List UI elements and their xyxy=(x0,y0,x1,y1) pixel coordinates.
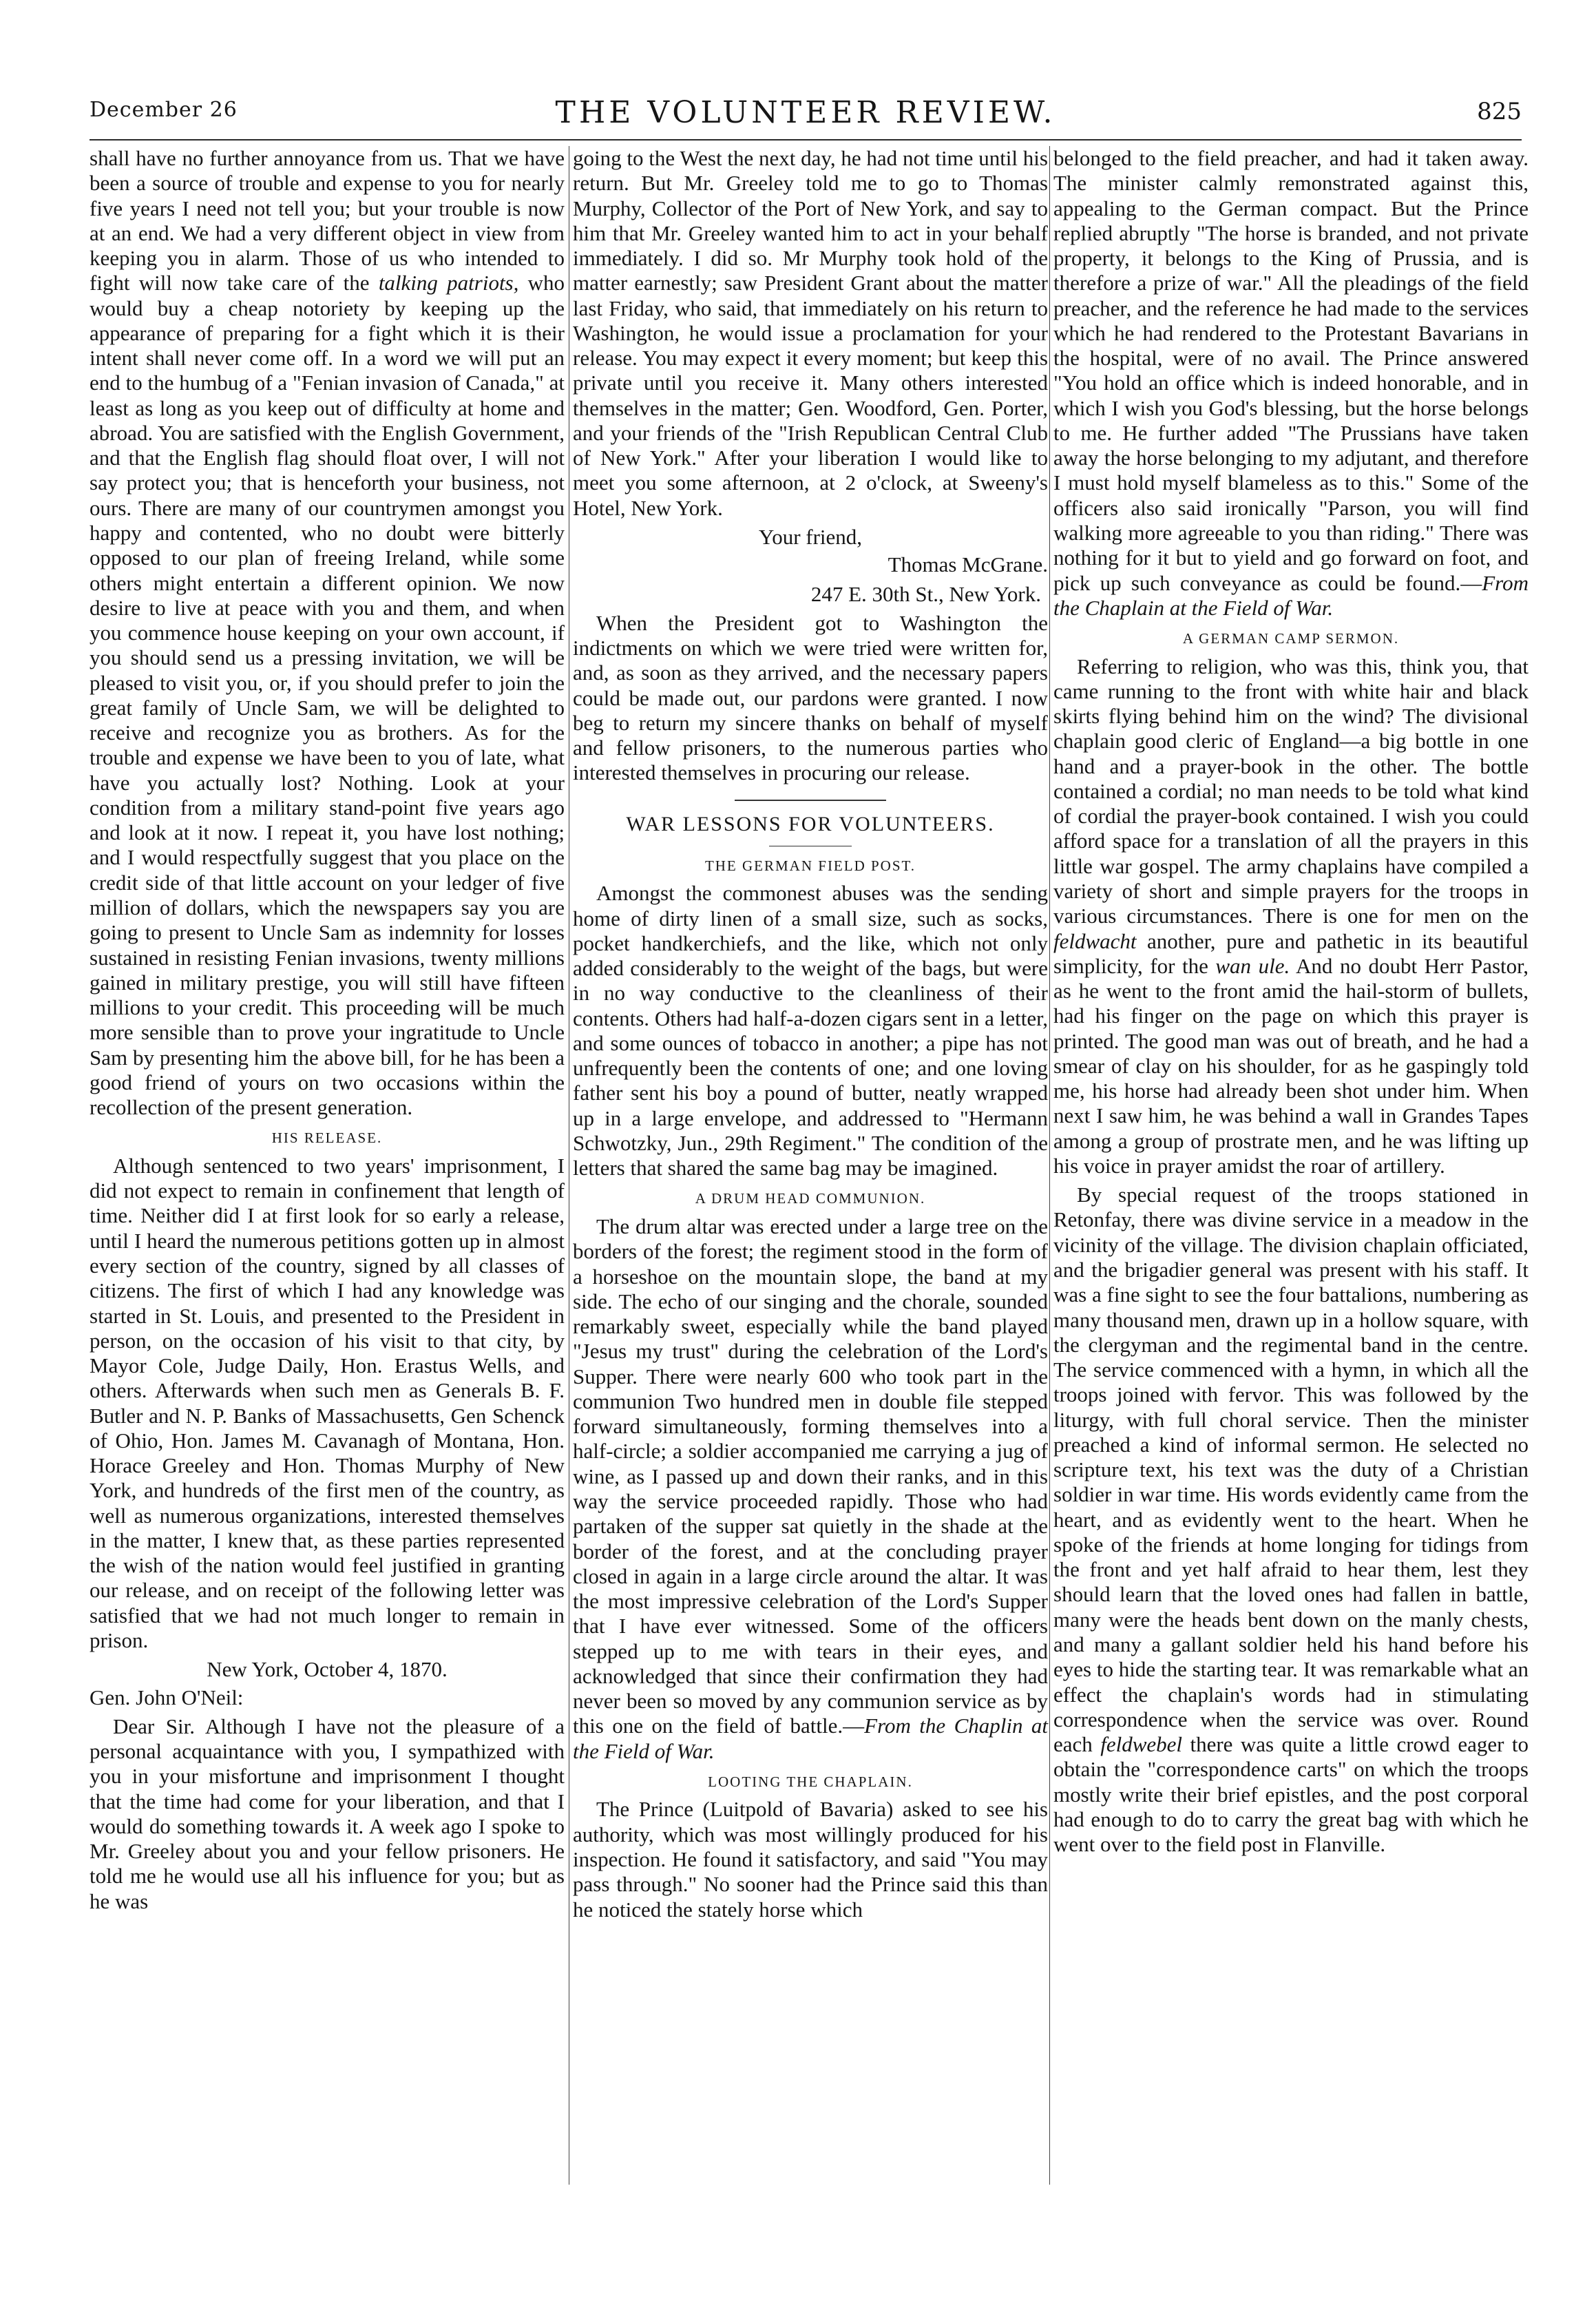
subheading-field-post: THE GERMAN FIELD POST. xyxy=(704,857,916,874)
letter-addressee: Gen. John O'Neil: xyxy=(90,1685,244,1709)
paragraph: Dear Sir. Although I have not the pleasure of a personal acquaintance with you, I sympathized with you in your misfortune and imprisonment I thought that the time had come for your liberation, and that I would do something towards it. A week ago I spoke to Mr. Greeley about you and your fellow prisoners. He told me he would use all his influence for you; but as he was xyxy=(90,1714,565,1913)
paragraph: When the President got to Washington the indictments on which we were tried were written for, and, as soon as they arrived, and the necessary papers could be made out, our pardons were granted. I now beg to return my sincere thanks on behalf of myself and fellow prisoners, to the numerous parties who interested themselves in procuring our release. xyxy=(573,610,1048,785)
paragraph: By special request of the troops stationed in Retonfay, there was divine service in a meadow in the vicinity of the village. The division chaplain officiated, and the brigadier general was present with his staff. It was a fine sight to see the four battalions, numbering as many thousand men, drawn up in a hollow square, with the clergyman and the regimental band in the centre. The service commenced with a hymn, in which all the troops joined with fervor. This was followed by the liturgy, with full choral service. Then the minister preached a kind of informal sermon. He selected no scripture text, his text was the duty of a Christian soldier in war time. His words evidently came from the heart, and as evidently went to the heart. When he spoke of the friends at home longing for tidings from the front and yet half afraid to hear them, lest they should learn that the loved ones had fallen in battle, many were the heads bent down on the manly chests, and many a gallant soldier held his hand before his eyes to hide the starting tear. It was remarkable what an effect the chaplain's words had in stimulating correspondence when the service was over. Round each feldwebel there was quite a little crowd eager to obtain the "correspondence carts" on which the troops mostly write their brief epistles, and the post corporal had enough to do to carry the great bag with which he went over to the field post in Flanville. xyxy=(1053,1183,1529,1857)
letter-signature: Thomas McGrane. xyxy=(888,552,1048,577)
column-2 xyxy=(573,146,1048,1926)
section-title: WAR LESSONS FOR VOLUNTEERS. xyxy=(626,812,995,835)
publication-title: THE VOLUNTEER REVIEW. xyxy=(555,95,1056,130)
letter-dateline: New York, October 4, 1870. xyxy=(207,1657,448,1682)
letter-address: 247 E. 30th St., New York. xyxy=(810,581,1041,606)
issue-date: December 26 xyxy=(90,98,238,122)
letter-closing: Your friend, xyxy=(758,524,863,549)
paragraph: belonged to the field preacher, and had it taken away. The minister calmly remonstrated against this, appealing to the German compact. But the Prince replied abruptly "The horse is branded, and not private property, it belongs to the King of Prussia, and is therefore a prize of war." All the pleadings of the field preacher, and the reference he had made to the services which he had rendered to the Protestant Bavarians in the hospital, were of no avail. The Prince answered "You hold an office which is indeed honorable, and in which I wish you God's blessing, but the horse belongs to me. He further added "The Prussians have taken away the horse belonging to my adjutant, and therefore I must hold myself blameless as to this." Some of the officers also said ironically "Parson, you will find walking more agreeable to you than riding." There was nothing for it but to yield and go forward on foot, and pick up such conveyance as could be found.—From the Chaplain at the Field of War. xyxy=(1053,146,1529,620)
paragraph: shall have no further annoyance from us. That we have been a source of trouble and expense to you for nearly five years I need not tell you; but your trouble is now at an end. We had a very different object in view from keeping you in alarm. Those of us who intended to fight will now take care of the talking patriots, who would buy a cheap notoriety by keeping up the appearance of preparing for a fight which it is their intent shall never come off. In a word we will put an end to the humbug of a "Fenian invasion of Canada," at least as long as you keep out of difficulty at home and abroad. You are satisfied with the English Government, and that the English flag should float over, I will not say protect you; that is henceforth your business, not ours. There are many of our countrymen amongst you happy and contented, who no doubt were bitterly opposed to our plan of freeing Ireland, while some others might entertain a different opinion. We now desire to live at peace with you and them, and when you commence house keeping on your own account, if you should send us a pressing invitation, we will be pleased to visit you, or, if you should prefer to join the great family of Uncle Sam, we will be delighted to receive and recognize you as brothers. As for the trouble and expense we have been to you of late, what have you actually lost? Nothing. Look at your condition from a military stand-point five years ago and look at it now. I repeat it, you have lost nothing; and I would respectfully suggest that you place on the credit side of that little account on your ledger of five million of dollars, which the newspapers say you are going to present to Uncle Sam as indemnity for losses sustained in resisting Fenian invasions, twenty millions gained in military prestige, you will still have fifteen millions to your credit. This proceeding will be much more sensible than to prove your ingratitude to Uncle Sam by presenting him the above bill, for he has been a good friend of yours on two occasions within the recollection of the present generation. xyxy=(90,146,565,1120)
paragraph: Amongst the commonest abuses was the sending home of dirty linen of a small size, such as socks, pocket handkerchiefs, and the like, which not only added considerably to the weight of the bags, but were in no way conductive to the cleanliness of their contents. Others had half-a-dozen cigars sent in a letter, and some ounces of tobacco in another; a pipe has not unfrequently been the contents of one; and one loving father sent his boy a pound of butter, neatly wrapped up in a large envelope, and addressed to "Hermann Schwotzky, Jun., 29th Regiment." The condition of the letters that shared the same bag may be imagined. xyxy=(573,881,1048,1180)
subheading-drum-head: A DRUM HEAD COMMUNION. xyxy=(695,1190,926,1207)
paragraph: The Prince (Luitpold of Bavaria) asked to see his authority, which was most willingly produced for his inspection. He found it satisfactory, and said "You may pass through." No sooner had the Prince said this than he noticed the stately horse which xyxy=(573,1797,1048,1922)
paragraph: The drum altar was erected under a large tree on the borders of the forest; the regiment stood in the form of a horseshoe on the mountain slope, the band at my side. The echo of our singing and the chorale, sounded remarkably sweet, especially while the band played "Jesus my trust" during the celebration of the Lord's Supper. There were nearly 600 who took part in the communion Two hundred men in double file stepped forward simultaneously, forming themselves into a half-circle; a soldier accompanied me carrying a jug of wine, as I passed up and down their ranks, and in this way the service proceeded rapidly. Those who had partaken of the supper sat quietly in the shade at the border of the forest, and at the concluding prayer closed in again in a large circle around the altar. It was the most impressive celebration of the Lord's Supper that I have ever witnessed. Some of the officers stepped up to me with tears in their eyes, and acknowledged that since their confirmation they had never been so moved by any communion service as by this one on the field of battle.—From the Chaplin at the Field of War. xyxy=(573,1214,1048,1763)
subheading-his-release: HIS RELEASE. xyxy=(271,1130,383,1147)
section-separator xyxy=(735,800,886,801)
subheading-camp-sermon: A GERMAN CAMP SERMON. xyxy=(1182,630,1400,647)
paragraph: Although sentenced to two years' imprisonment, I did not expect to remain in confinement that length of time. Neither did I at first look for so early a release, until I heard the numerous petitions gotten up in almost every section of the country, signed by all classes of citizens. The first of which I had any knowledge was started in St. Louis, and presented to the President in person, on the occasion of his visit to that city, by Mayor Cole, Judge Daily, Hon. Erastus Wells, and others. Afterwards when such men as Generals B. F. Butler and N. P. Banks of Massachusetts, Gen Schenck of Ohio, Hon. James M. Cavanagh of Montana, Hon. Horace Greeley and Hon. Thomas Murphy of New York, and hundreds of the first men of the country, as well as numerous organizations, interested themselves in the matter, I knew that, as these parties represented the wish of the nation would feel justified in granting our release, and on receipt of the following letter was satisfied that we had not much longer to remain in prison. xyxy=(90,1153,565,1652)
page-header xyxy=(90,95,1522,134)
paragraph: Referring to religion, who was this, think you, that came running to the front with white hair and black skirts flying behind him on the wind? The divisional chaplain good cleric of England—a big bottle in one hand and a prayer-book in the other. The bottle contained a cordial; no man needs to be told what kind of cordial the prayer-book contained. I wish you could afford space for a translation of all the prayers in this little war gospel. The army chaplains have compiled a variety of short and simple prayers for the troops in various circumstances. There is one for men on the feldwacht another, pure and pathetic in its beautiful simplicity, for the wan ule. And no doubt Herr Pastor, as he went to the front amid the hail-storm of bullets, had his finger on the page on which this prayer is printed. The good man was out of breath, and he had a smear of clay on his shoulder, for as he gaspingly told me, his horse had already been shot under him. When next I saw him, he was behind a wall in Grandes Tapes among a group of prostrate men, and he was lifting up his voice in prayer amidst the roar of artillery. xyxy=(1053,654,1529,1178)
page-number: 825 xyxy=(1477,98,1522,125)
subheading-looting: LOOTING THE CHAPLAIN. xyxy=(708,1773,913,1790)
column-3 xyxy=(1053,146,1529,1861)
header-rule xyxy=(90,139,1522,141)
column-divider-2 xyxy=(1049,146,1050,2185)
column-1 xyxy=(90,146,565,1918)
paragraph: going to the West the next day, he had not time until his return. But Mr. Greeley told me to go to Thomas Murphy, Collector of the Port of New York, and say to him that Mr. Greeley wanted him to act in your behalf immediately. I did so. Mr Murphy took hold of the matter earnestly; saw President Grant about the matter last Friday, who said, that immediately on his return to Washington, he would issue a proclamation for your release. You may expect it every moment; but keep this private until you receive it. Many others interested themselves in the matter; Gen. Woodford, Gen. Porter, and your friends of the "Irish Republican Central Club of New York." After your liberation I would like to meet you some afternoon, at 2 o'clock, at Sweeny's Hotel, New York. xyxy=(573,146,1048,520)
